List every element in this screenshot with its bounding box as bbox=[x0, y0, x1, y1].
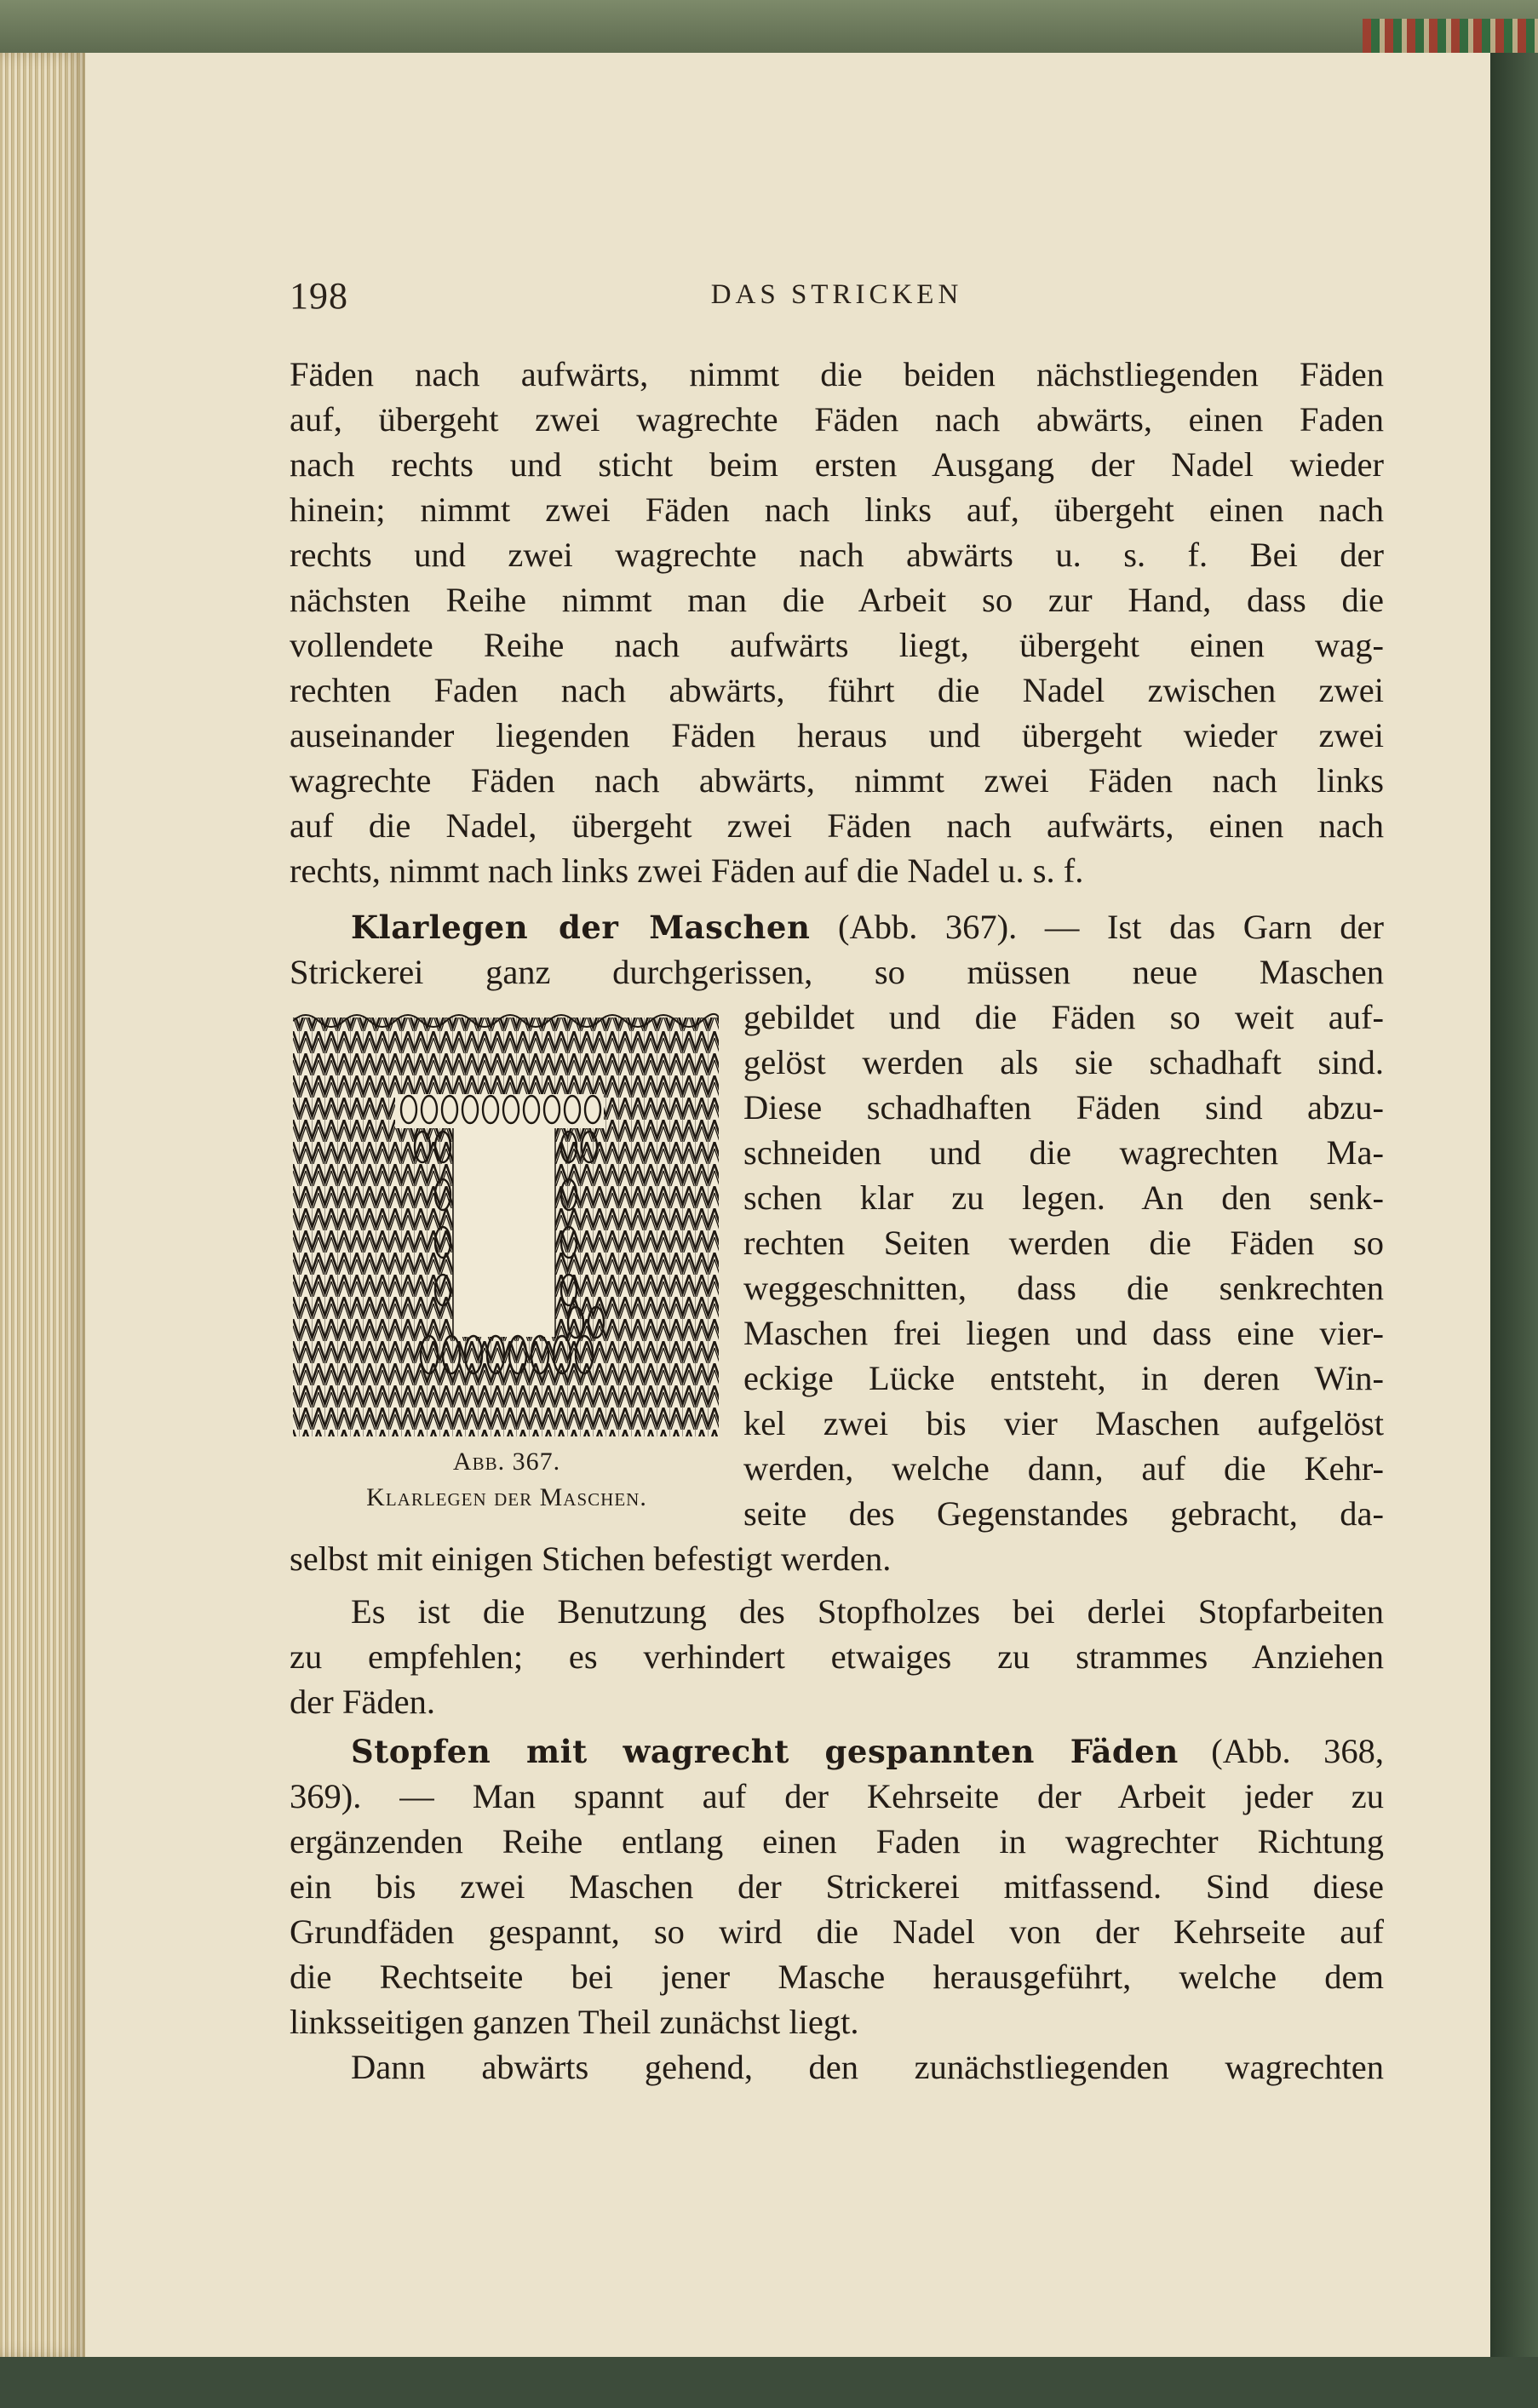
wrap-line: Maschen frei liegen und dass eine vier- bbox=[743, 1314, 1384, 1352]
wrap-line: seite des Gegenstandes gebracht, da- bbox=[743, 1494, 1384, 1533]
section-heading-line bbox=[290, 1729, 1384, 1774]
section-heading: Stopfen mit wagrecht gespannten Fäden bbox=[351, 1733, 1179, 1770]
page-edges bbox=[0, 53, 85, 2357]
body-line: auf, übergeht zwei wagrechte Fäden nach abwärts, einen Faden bbox=[290, 400, 1384, 439]
body-line: rechts und zwei wagrechte nach abwärts u. s. f. Bei der bbox=[290, 536, 1384, 574]
book-cover-top bbox=[0, 0, 1538, 53]
body-line: rechts, nimmt nach links zwei Fäden auf die Nadel u. s. f. bbox=[290, 851, 1084, 890]
body-line: rechten Faden nach abwärts, führt die Nadel zwischen zwei bbox=[290, 671, 1384, 709]
page-number: 198 bbox=[290, 275, 348, 317]
body-line: hinein; nimmt zwei Fäden nach links auf, übergeht einen nach bbox=[290, 490, 1384, 529]
book-cover-bottom bbox=[0, 2357, 1538, 2408]
figure-caption: Klarlegen der Maschen. bbox=[366, 1483, 647, 1511]
body-line: linksseitigen ganzen Theil zunächst liegt. bbox=[290, 2003, 859, 2041]
body-line: zu empfehlen; es verhindert etwaiges zu strammes Anziehen bbox=[290, 1637, 1384, 1676]
section-heading-rest: (Abb. 368, bbox=[1178, 1732, 1384, 1770]
book-cover-right bbox=[1490, 53, 1538, 2357]
section-heading-line bbox=[290, 904, 1384, 950]
body-line: auf die Nadel, übergeht zwei Fäden nach aufwärts, einen nach bbox=[290, 806, 1384, 845]
wrap-line: kel zwei bis vier Maschen aufgelöst bbox=[743, 1404, 1384, 1442]
body-line: nächsten Reihe nimmt man die Arbeit so zur Hand, dass die bbox=[290, 581, 1384, 619]
wrap-line: werden, welche dann, auf die Kehr- bbox=[743, 1449, 1384, 1488]
wrap-line: weggeschnitten, dass die senkrechten bbox=[743, 1269, 1384, 1307]
wrap-line: schneiden und die wagrechten Ma- bbox=[743, 1133, 1384, 1172]
running-head: DAS STRICKEN bbox=[710, 279, 963, 310]
body-line: Es ist die Benutzung des Stopfholzes bei derlei Stopfarbeiten bbox=[351, 1592, 1384, 1631]
page-header bbox=[290, 274, 1384, 317]
section-heading: Klarlegen der Maschen bbox=[351, 909, 811, 946]
wrap-line: rechten Seiten werden die Fäden so bbox=[743, 1224, 1384, 1262]
wrap-line: Diese schadhaften Fäden sind abzu- bbox=[743, 1088, 1384, 1127]
figure-knitting-illustration bbox=[293, 1009, 719, 1436]
body-line: Strickerei ganz durchgerissen, so müssen neue Maschen bbox=[290, 953, 1384, 991]
figure-label: Abb. 367. bbox=[452, 1448, 561, 1476]
body-line: ergänzenden Reihe entlang einen Faden in wagrechter Richtung bbox=[290, 1822, 1384, 1860]
body-line: auseinander liegenden Fäden heraus und übergeht wieder zwei bbox=[290, 716, 1384, 754]
wrap-line: schen klar zu legen. An den senk- bbox=[743, 1178, 1384, 1217]
wrap-line: gebildet und die Fäden so weit auf- bbox=[743, 998, 1384, 1036]
body-line: wagrechte Fäden nach abwärts, nimmt zwei Fäden nach links bbox=[290, 761, 1384, 800]
body-line: Grundfäden gespannt, so wird die Nadel von der Kehrseite auf bbox=[290, 1912, 1384, 1951]
body-line: selbst mit einigen Stichen befestigt werden. bbox=[290, 1539, 892, 1578]
body-line: 369). — Man spannt auf der Kehrseite der Arbeit jeder zu bbox=[290, 1777, 1384, 1815]
wrap-line: gelöst werden als sie schadhaft sind. bbox=[743, 1043, 1384, 1081]
body-line: die Rechtseite bei jener Masche herausgeführt, welche dem bbox=[290, 1958, 1384, 1996]
body-line: Dann abwärts gehend, den zunächstliegenden wagrechten bbox=[351, 2048, 1384, 2086]
body-line: vollendete Reihe nach aufwärts liegt, übergeht einen wag- bbox=[290, 626, 1384, 664]
body-line: Fäden nach aufwärts, nimmt die beiden nächstliegenden Fäden bbox=[290, 355, 1384, 393]
body-line: nach rechts und sticht beim ersten Ausgang der Nadel wieder bbox=[290, 445, 1384, 484]
body-line: der Fäden. bbox=[290, 1683, 435, 1721]
body-line: ein bis zwei Maschen der Strickerei mitfassend. Sind diese bbox=[290, 1867, 1384, 1906]
section-heading-rest: (Abb. 367). — Ist das Garn der bbox=[810, 908, 1384, 946]
wrap-line: eckige Lücke entsteht, in deren Win- bbox=[743, 1359, 1384, 1397]
